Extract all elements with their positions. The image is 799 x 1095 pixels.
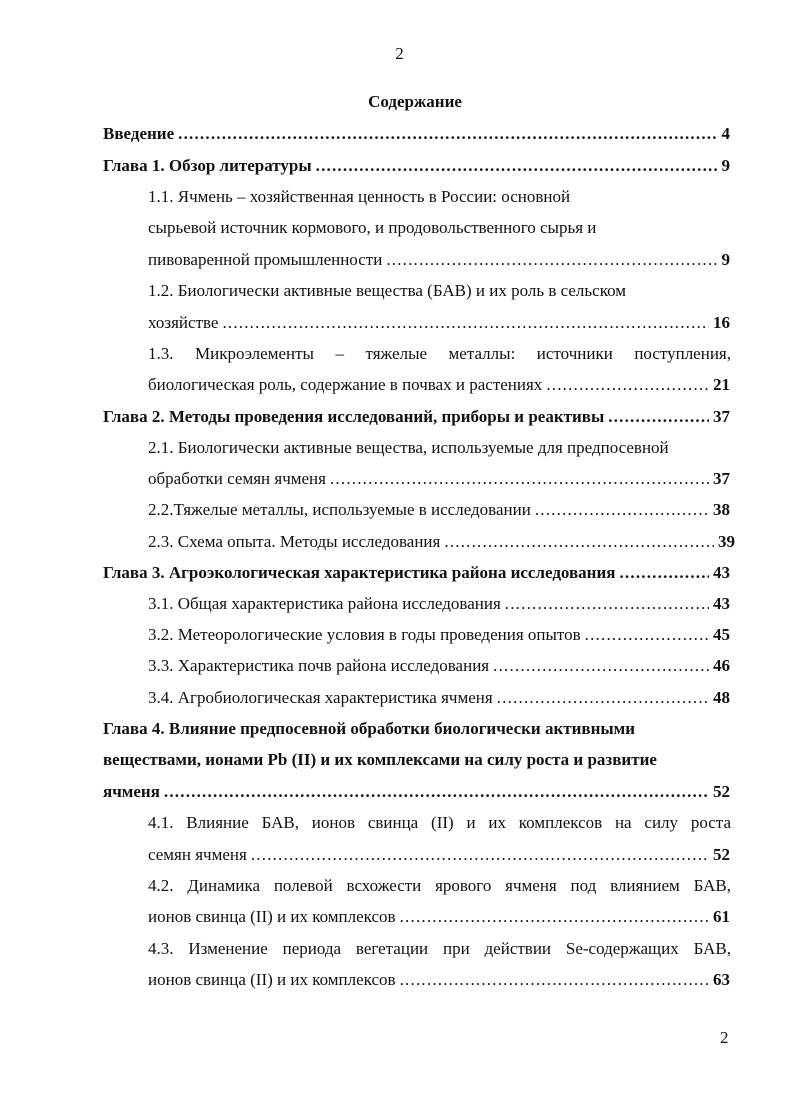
toc-entry-text: Глава 3. Агроэкологическая характеристика района исследования xyxy=(103,563,616,582)
toc-entry-text: Глава 2. Методы проведения исследований, приборы и реактивы xyxy=(103,407,605,426)
toc-page-number: 37 xyxy=(713,407,730,426)
toc-entry-intro[interactable] xyxy=(103,122,730,146)
toc-page-number: 45 xyxy=(713,625,730,644)
toc-page-number: 16 xyxy=(713,313,730,332)
page-number-top: 2 xyxy=(395,44,404,63)
leader-dots xyxy=(316,154,718,178)
toc-entry-1-2[interactable] xyxy=(148,311,730,335)
leader-dots xyxy=(608,405,709,429)
leader-dots xyxy=(386,248,717,272)
toc-entry-3-1[interactable] xyxy=(148,592,730,616)
leader-dots xyxy=(330,467,709,491)
toc-entry-text: ионов свинца (II) и их комплексов xyxy=(148,907,396,926)
toc-entry-text: 3.1. Общая характеристика района исследования xyxy=(148,594,501,613)
toc-page-number: 46 xyxy=(713,656,730,675)
toc-entry-chapter-1[interactable] xyxy=(103,154,730,178)
toc-entry-1-1-line1: 1.1. Ячмень – хозяйственная ценность в России: основной xyxy=(148,187,571,206)
toc-page-number: 43 xyxy=(713,563,730,582)
toc-entry-text: 3.4. Агробиологическая характеристика ячменя xyxy=(148,688,493,707)
toc-page-number: 63 xyxy=(713,970,730,989)
leader-dots xyxy=(493,654,709,678)
toc-entry-2-2[interactable] xyxy=(148,498,730,522)
toc-entry-text: хозяйстве xyxy=(148,313,219,332)
toc-entry-text: 2.2.Тяжелые металлы, используемые в исследовании xyxy=(148,500,531,519)
leader-dots xyxy=(619,561,709,585)
toc-page-number: 9 xyxy=(721,156,730,175)
toc-entry-text: семян ячменя xyxy=(148,845,247,864)
toc-entry-4-2[interactable] xyxy=(148,905,730,929)
toc-entry-4-2-line1: 4.2. Динамика полевой всхожести ярового ячменя под влиянием БАВ, xyxy=(148,876,731,895)
toc-entry-text: Введение xyxy=(103,124,175,143)
leader-dots xyxy=(400,968,709,992)
toc-entry-1-2-line1: 1.2. Биологически активные вещества (БАВ) и их роль в сельском xyxy=(148,281,627,300)
toc-entry-text: биологическая роль, содержание в почвах и растениях xyxy=(148,375,543,394)
leader-dots xyxy=(178,122,717,146)
toc-entry-3-4[interactable] xyxy=(148,686,730,710)
toc-entry-1-1-line2: сырьевой источник кормового, и продовольственного сырья и xyxy=(148,218,597,237)
toc-entry-chapter-4[interactable] xyxy=(103,780,730,804)
toc-entry-4-1-line1: 4.1. Влияние БАВ, ионов свинца (II) и их комплексов на силу роста xyxy=(148,813,731,832)
page-number-bottom: 2 xyxy=(720,1028,729,1047)
toc-entry-text: обработки семян ячменя xyxy=(148,469,326,488)
leader-dots xyxy=(497,686,709,710)
toc-entry-3-3[interactable] xyxy=(148,654,730,678)
toc-page-number: 39 xyxy=(718,532,735,551)
leader-dots xyxy=(535,498,709,522)
toc-entry-chapter-4-line1: Глава 4. Влияние предпосевной обработки биологически активными xyxy=(103,719,636,738)
toc-entry-1-1[interactable] xyxy=(148,248,730,272)
toc-entry-text: ионов свинца (II) и их комплексов xyxy=(148,970,396,989)
leader-dots xyxy=(164,780,709,804)
toc-page-number: 38 xyxy=(713,500,730,519)
toc-entry-text: 2.3. Схема опыта. Методы исследования xyxy=(148,532,441,551)
leader-dots xyxy=(222,311,709,335)
toc-page-number: 52 xyxy=(713,845,730,864)
leader-dots xyxy=(400,905,709,929)
toc-entry-chapter-4-line2: веществами, ионами Pb (II) и их комплексами на силу роста и развитие xyxy=(103,750,657,769)
toc-page-number: 52 xyxy=(713,782,730,801)
leader-dots xyxy=(251,843,709,867)
toc-entry-1-3[interactable] xyxy=(148,373,730,397)
toc-entry-text: 3.3. Характеристика почв района исследования xyxy=(148,656,490,675)
toc-page-number: 61 xyxy=(713,907,730,926)
toc-entry-3-2[interactable] xyxy=(148,623,730,647)
toc-entry-chapter-3[interactable] xyxy=(103,561,730,585)
toc-page-number: 4 xyxy=(721,124,730,143)
toc-entry-text: 3.2. Метеорологические условия в годы проведения опытов xyxy=(148,625,581,644)
toc-entry-chapter-2[interactable] xyxy=(103,405,730,429)
toc-page-number: 37 xyxy=(713,469,730,488)
leader-dots xyxy=(585,623,709,647)
toc-entry-text: Глава 1. Обзор литературы xyxy=(103,156,312,175)
leader-dots xyxy=(505,592,709,616)
leader-dots xyxy=(546,373,709,397)
page-title: Содержание xyxy=(368,92,462,111)
toc-entry-2-1[interactable] xyxy=(148,467,730,491)
toc-entry-4-3[interactable] xyxy=(148,968,730,992)
toc-entry-2-3[interactable] xyxy=(148,530,735,554)
toc-entry-text: пивоваренной промышленности xyxy=(148,250,383,269)
toc-page-number: 21 xyxy=(713,375,730,394)
toc-entry-4-3-line1: 4.3. Изменение периода вегетации при действии Se-содержащих БАВ, xyxy=(148,939,731,958)
toc-entry-text: ячменя xyxy=(103,782,160,801)
toc-entry-1-3-line1: 1.3. Микроэлементы – тяжелые металлы: источники поступления, xyxy=(148,344,731,363)
toc-page-number: 9 xyxy=(721,250,730,269)
leader-dots xyxy=(444,530,714,554)
toc-entry-2-1-line1: 2.1. Биологически активные вещества, используемые для предпосевной xyxy=(148,438,669,457)
toc-page-number: 48 xyxy=(713,688,730,707)
toc-page-number: 43 xyxy=(713,594,730,613)
toc-entry-4-1[interactable] xyxy=(148,843,730,867)
